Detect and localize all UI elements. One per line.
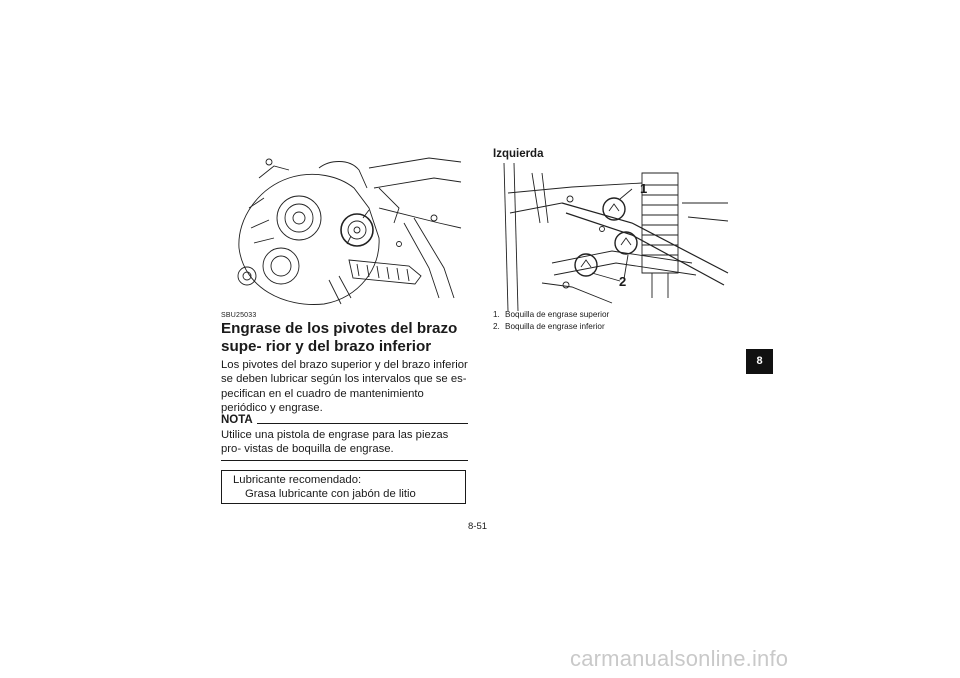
- left-side-suspension-illustration: [492, 163, 732, 311]
- nota-rule-bottom: [221, 460, 468, 461]
- chapter-tab: 8: [746, 349, 773, 374]
- legend-item: [493, 309, 609, 321]
- callout-2: 2: [619, 274, 627, 289]
- nota-rule-top: [257, 423, 468, 424]
- watermark: carmanualsonline.info: [570, 646, 789, 671]
- legend-number: 2.: [493, 321, 500, 331]
- figure-legend: [493, 309, 609, 332]
- lubricant-value: Grasa lubricante con jabón de litio: [245, 488, 416, 500]
- section-body: Los pivotes del brazo superior y del brazo inferior se deben lubricar según los intervalos que se es- pecifican en el cuadro de mantenimiento periódico y engrase.: [221, 359, 468, 414]
- engine-pivot-illustration: [229, 148, 465, 310]
- figure-title: Izquierda: [493, 148, 544, 160]
- callout-1: 1: [640, 181, 648, 196]
- legend-text: Boquilla de engrase inferior: [505, 321, 605, 331]
- legend-number: 1.: [493, 310, 500, 319]
- nota-text: Utilice una pistola de engrase para las piezas pro- vistas de boquilla de engrase.: [221, 429, 449, 456]
- page-number: 8-51: [468, 521, 488, 532]
- section-code: SBU25033: [221, 312, 257, 319]
- section-heading: Engrase de los pivotes del brazo supe- rior y del brazo inferior: [221, 320, 458, 355]
- lubricant-label: Lubricante recomendado:: [233, 474, 362, 486]
- nota-label: NOTA: [221, 414, 253, 426]
- legend-item: [493, 321, 609, 333]
- lubricant-box: [221, 470, 466, 504]
- legend-text: Boquilla de engrase superior: [505, 310, 610, 319]
